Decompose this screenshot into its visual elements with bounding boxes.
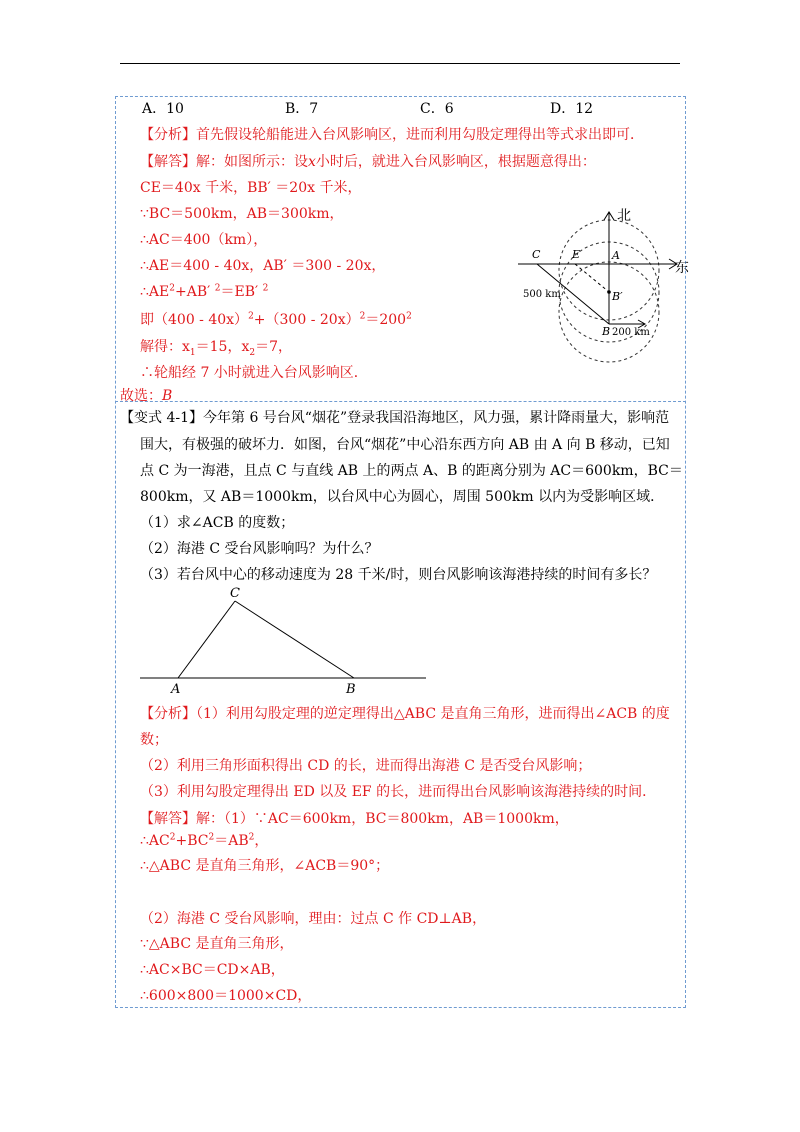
s1-line-4: ∴AE＝400 - 40x，AB′ ＝300 - 20x， xyxy=(140,258,386,274)
s2-analysis-1b: 数； xyxy=(140,732,168,748)
label-b-prime: B′ xyxy=(612,290,623,303)
subscript: 2 xyxy=(249,347,256,358)
label-b: B xyxy=(602,325,611,338)
s2-answer-4: （2）海港 C 受台风影响，理由：过点 C 作 CD⊥AB， xyxy=(140,911,487,927)
eq-part: +BC xyxy=(175,833,209,849)
s1-line-1: CE＝40x 千米，BB′ ＝20x 千米， xyxy=(140,180,362,196)
eq-part: 解得：x xyxy=(140,339,190,355)
exponent: 2 xyxy=(262,283,269,294)
option-a: A．10 xyxy=(142,101,184,117)
exponent: 2 xyxy=(214,283,221,294)
s2-answer-2 xyxy=(140,832,268,850)
label-200km: 200 km xyxy=(612,327,650,338)
answer-text: 解：（1）∵AC＝600km，BC＝800km，AB＝1000km， xyxy=(196,811,569,827)
label-a: A xyxy=(171,682,181,695)
exponent: 2 xyxy=(208,832,215,843)
s2-analysis-2: （2）利用三角形面积得出 CD 的长，进而得出海港 C 是否受台风影响； xyxy=(140,758,592,774)
label-a: A xyxy=(612,249,620,262)
exponent: 2 xyxy=(169,832,176,843)
side-cb xyxy=(235,601,354,678)
s1-analysis xyxy=(140,126,644,144)
s1-line-2: ∵BC＝500km，AB＝300km， xyxy=(140,206,344,222)
eq-part: +（300 - 20x） xyxy=(253,312,360,328)
s1-line-7 xyxy=(140,338,292,356)
eq-part: ＝7， xyxy=(255,339,293,355)
problem-tag: 【变式 4-1】 xyxy=(120,410,203,426)
eq-part: ＝AB xyxy=(214,833,249,849)
s1-line-6 xyxy=(140,311,412,329)
answer-intro-var: x xyxy=(308,154,316,170)
answer-tag: 【解答】 xyxy=(140,154,196,170)
eq-part: ＝200 xyxy=(365,312,407,328)
option-b: B．7 xyxy=(285,101,319,117)
triangle-figure-2 xyxy=(138,585,428,695)
answer-tag: 【解答】 xyxy=(140,811,196,827)
exponent: 2 xyxy=(359,311,366,322)
label-north: 北 xyxy=(617,208,631,224)
exponent: 2 xyxy=(248,832,255,843)
path-eb-prime xyxy=(575,264,609,292)
option-d: D．12 xyxy=(550,101,594,117)
eq-part: ＝15，x xyxy=(195,339,250,355)
exponent: 2 xyxy=(169,283,175,294)
choice-value: B xyxy=(162,388,173,404)
problem-text: 今年第 6 号台风“烟花”登录我国沿海地区，风力强，累计降雨量大，影响范 xyxy=(203,410,670,426)
section-divider xyxy=(115,401,686,402)
s1-line-3: ∴AC＝400（km）， xyxy=(140,232,268,248)
analysis-tag: 【分析】 xyxy=(140,706,196,722)
label-c: C xyxy=(532,248,541,261)
question-2: （2）海港 C 受台风影响吗？为什么？ xyxy=(140,541,379,557)
header-rule xyxy=(120,63,680,64)
problem-line-4: 800km，又 AB＝1000km，以台风中心为圆心，周围 500km 以内为受影响区域． xyxy=(140,489,665,505)
s2-answer-6: ∴AC×BC＝CD×AB， xyxy=(140,962,285,978)
eq-part: ， xyxy=(254,833,269,849)
point-b-prime xyxy=(607,290,611,294)
analysis-text: （1）利用勾股定理的逆定理得出△ABC 是直角三角形，进而得出∠ACB 的度 xyxy=(196,706,670,722)
answer-intro-text-2: 小时后，就进入台风影响区，根据题意得出： xyxy=(315,154,596,170)
label-east: 东 xyxy=(675,260,689,276)
question-1: （1）求∠ACB 的度数； xyxy=(140,515,295,531)
s2-answer-1 xyxy=(140,810,569,828)
option-c: C．6 xyxy=(420,101,454,117)
eq-part: ∴AC xyxy=(140,833,170,849)
s2-analysis-3: （3）利用勾股定理得出 ED 以及 EF 的长，进而得出台风影响该海港持续的时间． xyxy=(140,784,657,800)
s2-answer-7: ∴600×800＝1000×CD， xyxy=(140,988,312,1004)
label-b: B xyxy=(346,682,356,695)
s1-line-8: ∴轮船经 7 小时就进入台风影响区． xyxy=(140,365,368,381)
answer-intro-text: 解：如图所示：设 xyxy=(196,154,308,170)
eq-part: ∴AE xyxy=(140,284,170,300)
exponent: 2 xyxy=(248,311,254,322)
s2-answer-5: ∵△ABC 是直角三角形， xyxy=(140,936,294,952)
s1-choice xyxy=(120,387,172,405)
problem-line-3: 点 C 为一海港，且点 C 与直线 AB 上的两点 A、B 的距离分别为 AC＝600km，BC＝ xyxy=(140,463,683,479)
label-c: C xyxy=(230,586,240,601)
eq-part: 即（400 - 40x） xyxy=(140,312,249,328)
problem-line-2: 围大，有极强的破坏力．如图，台风“烟花”中心沿东西方向 AB 由 A 向 B 移动，已知 xyxy=(140,437,670,453)
choice-label: 故选： xyxy=(120,388,162,404)
label-500km: 500 km xyxy=(523,289,561,300)
subscript: 1 xyxy=(189,347,196,358)
s2-analysis-1 xyxy=(140,705,670,723)
eq-part: ＝EB′ xyxy=(220,284,263,300)
typhoon-figure-1 xyxy=(515,200,690,365)
eq-part: +AB′ xyxy=(174,284,215,300)
analysis-tag: 【分析】 xyxy=(140,127,196,143)
s2-answer-3: ∴△ABC 是直角三角形，∠ACB＝90°； xyxy=(140,858,390,874)
label-e: E xyxy=(572,248,581,261)
analysis-text: 首先假设轮船能进入台风影响区，进而利用勾股定理得出等式求出即可． xyxy=(196,127,644,143)
s1-line-5 xyxy=(140,283,268,301)
s1-answer-intro xyxy=(140,153,596,171)
side-ac xyxy=(178,601,235,678)
problem-line-1 xyxy=(120,409,669,427)
exponent: 2 xyxy=(406,311,412,322)
question-3: （3）若台风中心的移动速度为 28 千米/时，则台风影响该海港持续的时间有多长？ xyxy=(140,567,657,583)
